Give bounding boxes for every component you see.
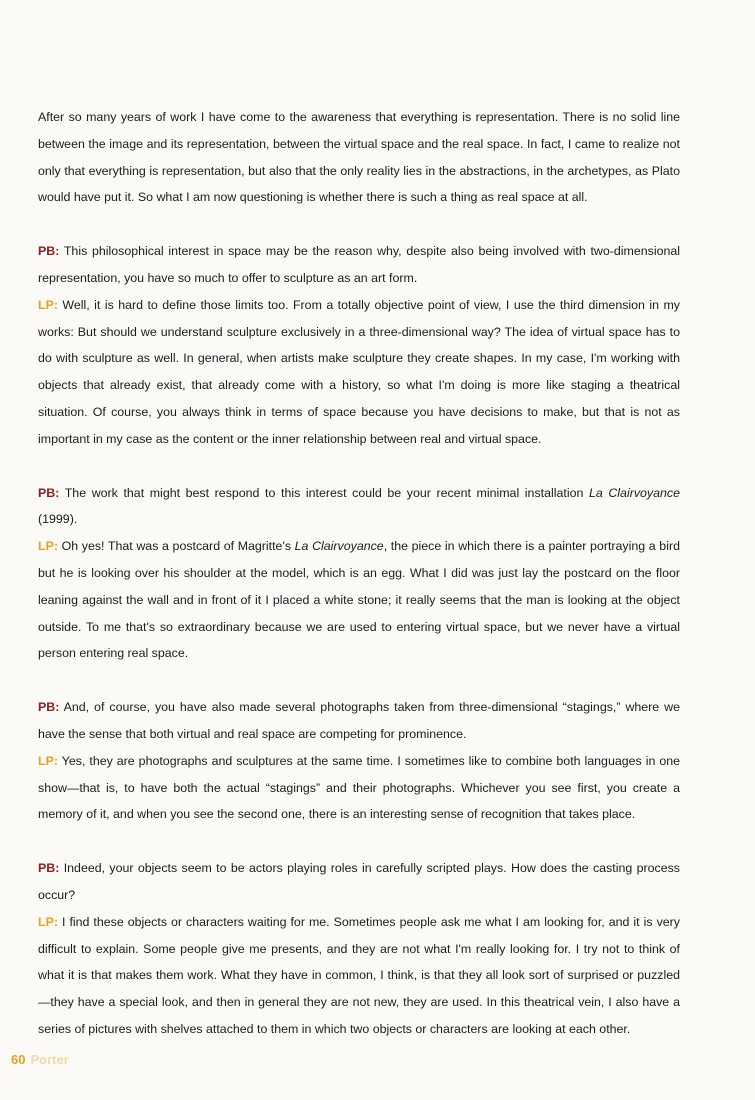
question-text: This philosophical interest in space may be the reason why, despite also being involved with two-dimensional representation, you have so much to offer to sculpture as an art form. (38, 244, 681, 285)
speaker-pb-label: PB: (38, 861, 60, 876)
page-footer (11, 1052, 69, 1067)
paragraph-gap (38, 828, 680, 855)
answer-text: Yes, they are photographs and sculptures at the same time. I sometimes like to combine both languages in one show—that is, to have both the actual “stagings” and their photographs. Whichever you see first, you create a memory of it, and when you see the second one, there is an interesting sense of recognition that takes place. (38, 753, 680, 822)
question-1 (38, 238, 680, 292)
answer-text: , the piece in which there is a painter portraying a bird but he is looking over his shoulder at the model, which is an egg. What I did was just lay the postcard on the floor leaning against the wall and in front of it I placed a white stone; it really seems that the man is looking at the object outside. To me that's so extraordinary because we are used to entering virtual space, but we never have a virtual person entering real space. (38, 539, 680, 661)
speaker-lp-label: LP: (38, 297, 58, 312)
question-text: The work that might best respond to this interest could be your recent minimal installation (64, 485, 589, 500)
speaker-pb-label: PB: (38, 700, 60, 715)
answer-text: Oh yes! That was a postcard of Magritte's (61, 539, 295, 554)
article-body (38, 104, 680, 1043)
question-3 (38, 694, 680, 748)
speaker-lp-label: LP: (38, 753, 58, 768)
publication-name: Porter (30, 1052, 69, 1067)
speaker-pb-label: PB: (38, 244, 60, 259)
speaker-pb-label: PB: (38, 485, 60, 500)
speaker-lp-label: LP: (38, 539, 58, 554)
paragraph-gap (38, 211, 680, 238)
question-text: (1999). (38, 512, 78, 527)
answer-3 (38, 748, 680, 828)
work-title: La Clairvoyance (588, 485, 680, 500)
question-2 (38, 480, 680, 534)
answer-1 (38, 292, 680, 453)
paragraph-text: After so many years of work I have come to the awareness that everything is representation. There is no solid line between the image and its representation, between the virtual space and the real space. In fact, I came to realize not only that everything is representation, but also that the only reality lies in the abstractions, in the archetypes, as Plato would have put it. So what I am now questioning is whether there is such a thing as real space at all. (38, 110, 680, 205)
answer-4 (38, 909, 680, 1043)
paragraph-intro (38, 104, 680, 211)
answer-text: Well, it is hard to define those limits too. From a totally objective point of view, I use the third dimension in my works: But should we understand sculpture exclusively in a three-dimensional way? The idea of virtual space has to do with sculpture as well. In general, when artists make sculpture they create shapes. In my case, I'm working with objects that already exist, that already come with a history, so what I'm doing is more like staging a theatrical situation. Of course, you always think in terms of space because you have decisions to make, but that is not as important in my case as the content or the inner relationship between real and virtual space. (38, 297, 680, 446)
paragraph-gap (38, 453, 680, 480)
answer-2 (38, 533, 680, 667)
paragraph-gap (38, 667, 680, 694)
question-4 (38, 855, 680, 909)
page-number: 60 (11, 1052, 26, 1067)
answer-text: I find these objects or characters waiting for me. Sometimes people ask me what I am looking for, and it is very difficult to explain. Some people give me presents, and they are not what I'm really looking for. I try not to think of what it is that makes them work. What they have in common, I think, is that they all look sort of surprised or puzzled—they have a special look, and then in general they are not new, they are used. In this theatrical vein, I also have a series of pictures with shelves attached to them in which two objects or characters are looking at each other. (38, 914, 680, 1036)
work-title: La Clairvoyance (294, 539, 384, 554)
speaker-lp-label: LP: (38, 914, 58, 929)
question-text: Indeed, your objects seem to be actors playing roles in carefully scripted plays. How does the casting process occur? (38, 861, 680, 902)
question-text: And, of course, you have also made several photographs taken from three-dimensional “stagings,” where we have the sense that both virtual and real space are competing for prominence. (38, 700, 680, 741)
